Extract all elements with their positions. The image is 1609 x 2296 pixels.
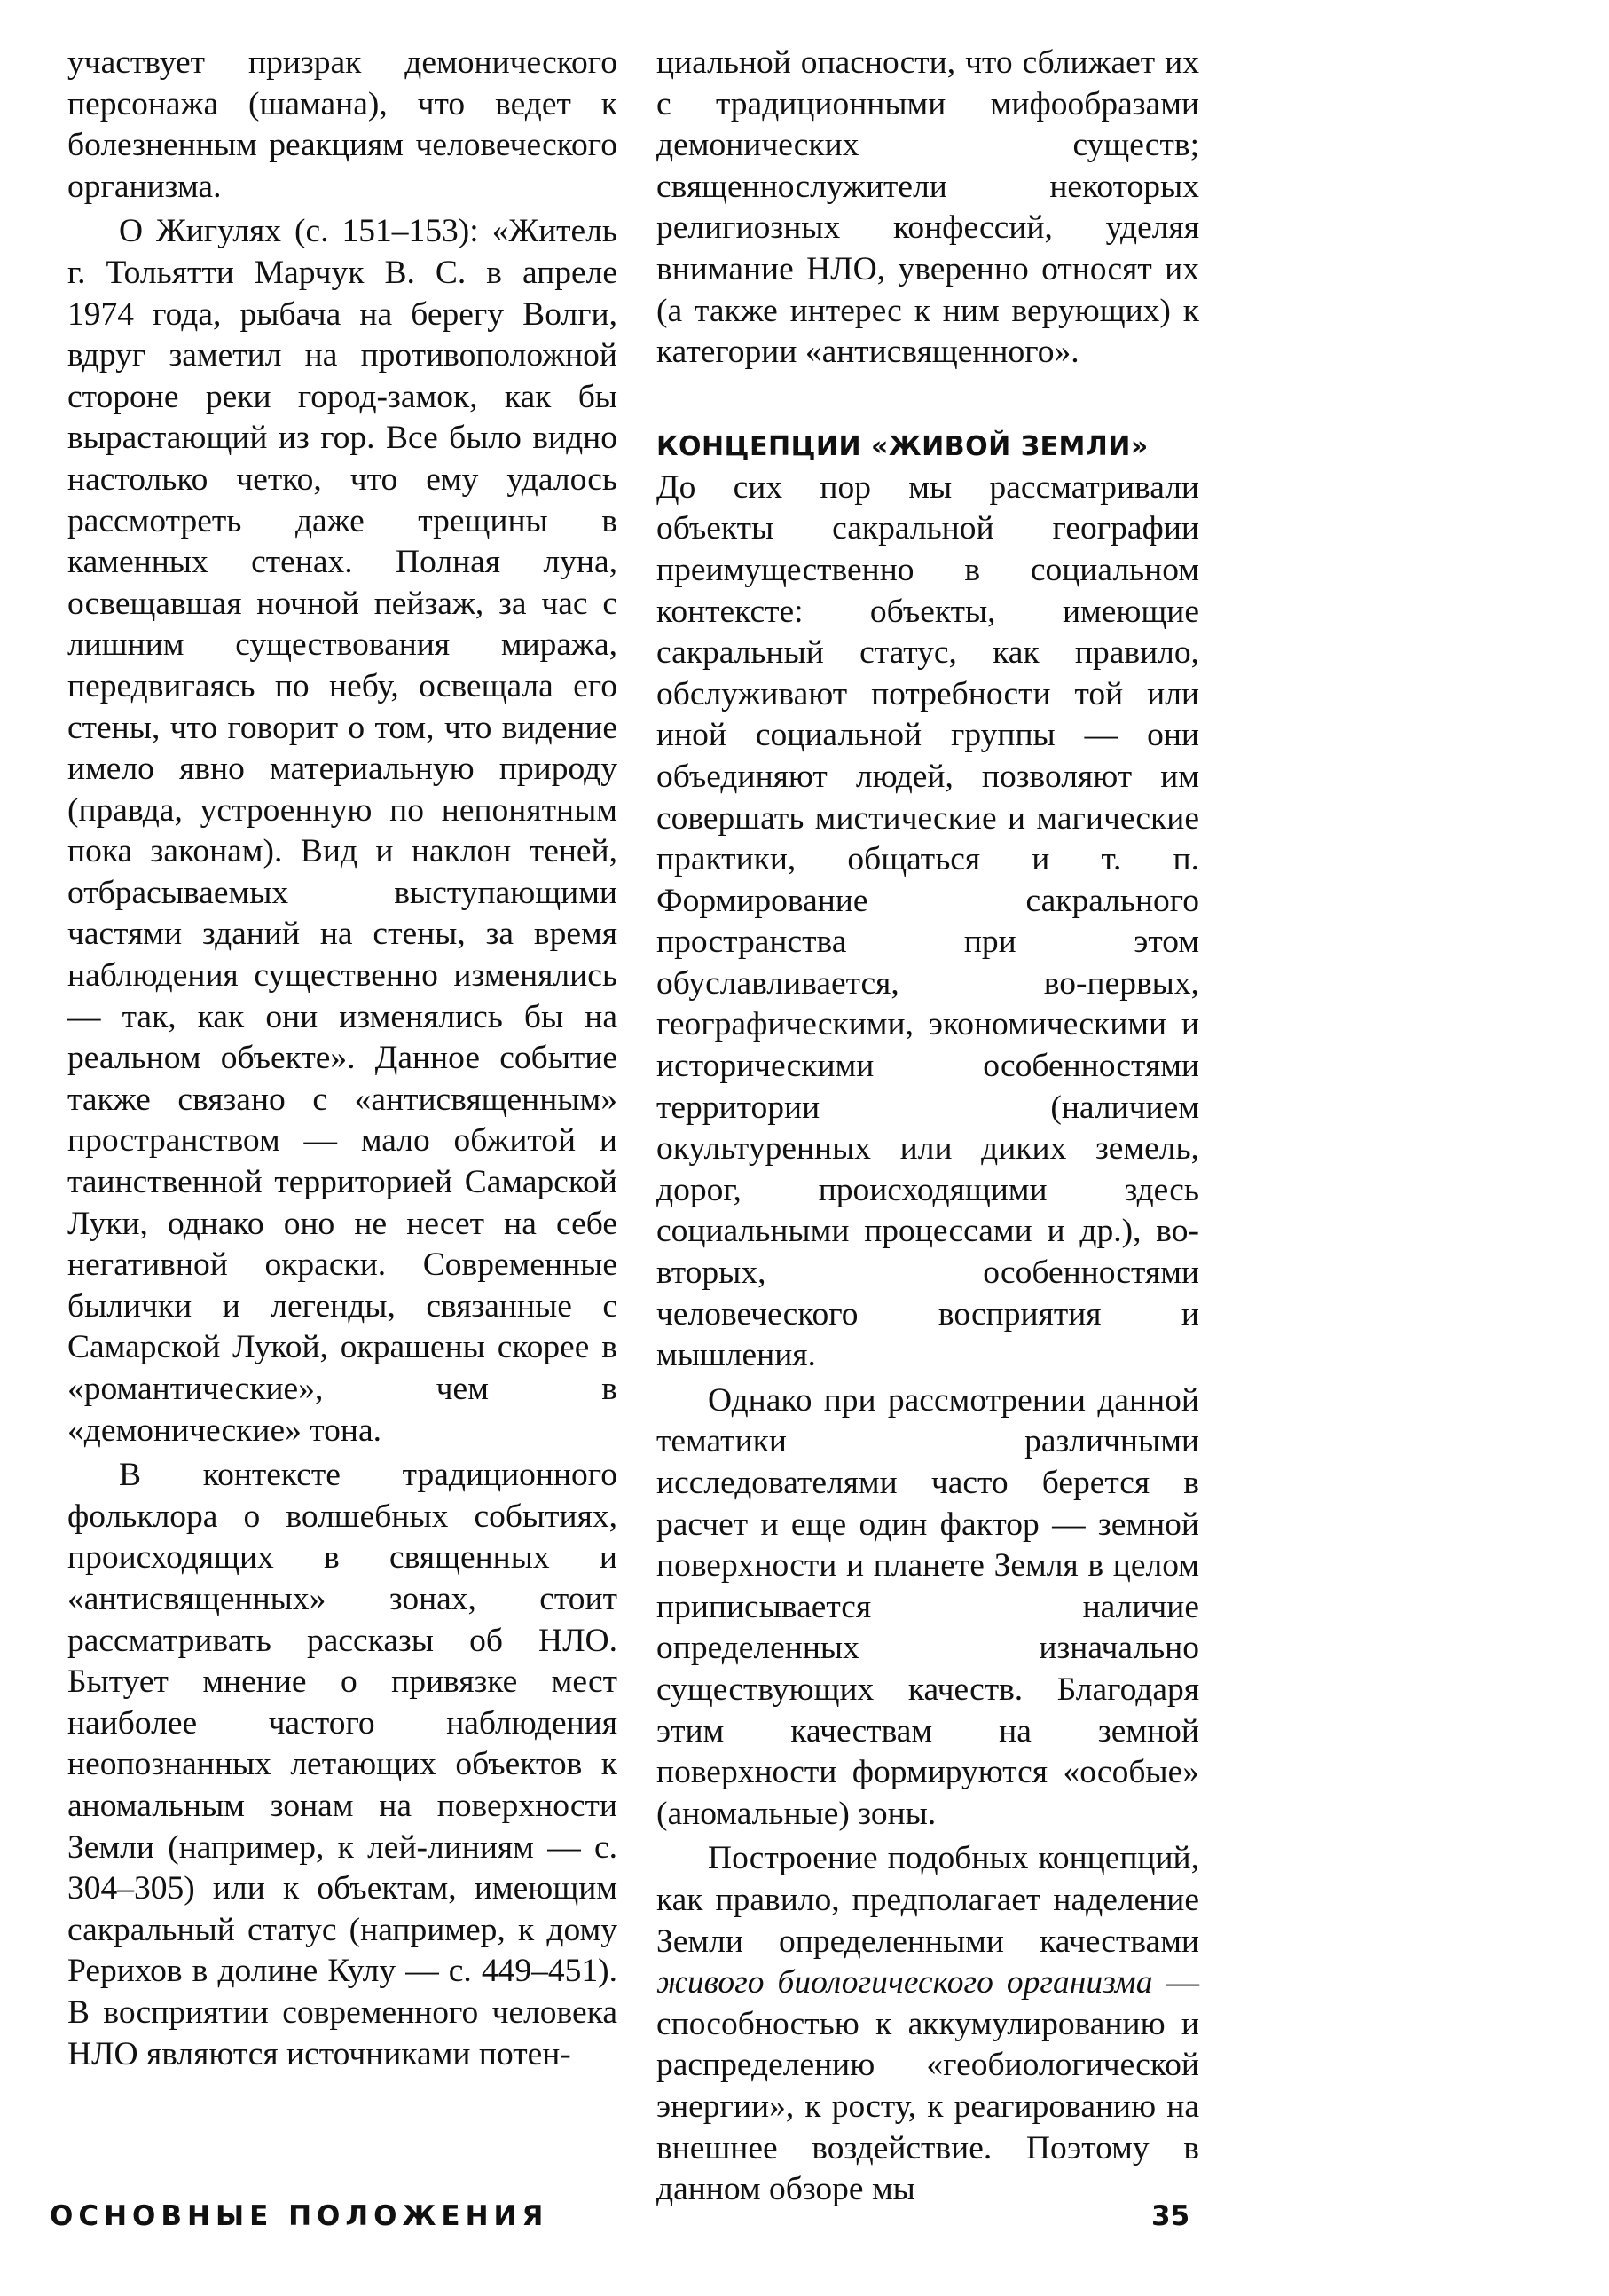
- page-number: 35: [1151, 2200, 1190, 2232]
- left-paragraph-2: О Жигулях (с. 151–153): «Житель г. Тольятти Марчук В. С. в апреле 1974 года, рыбача на берегу Волги, вдруг заметил на противоположной стороне реки город-замок, как бы вырастающий из гор. Все было видно настолько четко, что ему удалось рассмотреть даже трещины в каменных стенах. Полная луна, освещавшая ночной пейзаж, за час с лишним существования миража, передвигаясь по небу, освещала его стены, что говорит о том, что видение имело явно материальную природу (правда, устроенную по непонятным пока законам). Вид и наклон теней, отбрасываемых выступающими частями зданий на стены, за время наблюдения существенно изменялись — так, как они изменялись бы на реальном объекте». Данное событие также связано с «антисвященным» пространством — мало обжитой и таинственной территорией Самарской Луки, однако оно не несет на себе негативной окраски. Современные былички и легенды, связанные с Самарской Лукой, окрашены скорее в «романтические», чем в «демонические» тона.: [67, 213, 617, 1449]
- right-paragraph-1: циальной опасности, что сближает их с традиционными мифообразами демонических существ; священнослужители некоторых религиозных конфессий, уделяя внимание НЛО, уверенно относят их (а также интерес к ним верующих) к категории «антисвященного».: [656, 44, 1199, 371]
- right-paragraph-3: Однако при рассмотрении данной тематики различными исследователями часто берется в расчет и еще один фактор — земной поверхности и планете Земля в целом приписывается наличие определенных изначально существующих качеств. Благодаря этим качествам на земной поверхности формируются «особые» (аномальные) зоны.: [656, 1381, 1199, 1832]
- left-paragraph-3: В контексте традиционного фольклора о волшебных событиях, происходящих в священных и «антисвященных» зонах, стоит рассматривать рассказы об НЛО. Бытует мнение о привязке мест наиболее частого наблюдения неопознанных летающих объектов к аномальным зонам на поверхности Земли (например, к лей-линиям — с. 304–305) или к объектам, имеющим сакральный статус (например, к дому Рерихов в долине Кулу — с. 449–451). В восприятии современного человека НЛО являются источниками потен-: [67, 1457, 617, 2072]
- paragraph-4-start: Построение подобных концепций, как правило, предполагает наделение Земли определенными качествами: [656, 1840, 1199, 1960]
- left-column: [67, 43, 617, 2075]
- paragraph-4-italic: живого биологического организма: [656, 1964, 1153, 2001]
- running-footer-title: ОСНОВНЫЕ ПОЛОЖЕНИЯ: [50, 2200, 549, 2232]
- right-paragraph-4: [656, 1838, 1199, 2210]
- section-heading: КОНЦЕПЦИИ «ЖИВОЙ ЗЕМЛИ»: [656, 430, 1149, 462]
- right-paragraph-2: До сих пор мы рассматривали объекты сакральной географии преимущественно в социальном контексте: объекты, имеющие сакральный статус, как правило, обслуживают потребности той или иной социальной группы — они объединяют людей, позволяют им совершать мистические и магические практики, общаться и т. п. Формирование сакрального пространства при этом обуславливается, во-первых, географическими, экономическими и историческими особенностями территории (наличием окультуренных или диких земель, дорог, происходящими здесь социальными процессами и др.), во-вторых, особенностями человеческого восприятия и мышления.: [656, 468, 1199, 1374]
- right-column: [656, 43, 1199, 2211]
- left-paragraph-1: участвует призрак демонического персонажа (шамана), что ведет к болезненным реакциям человеческого организма.: [67, 44, 617, 205]
- paragraph-4-end: — способностью к аккумулированию и распределению «геобиологической энергии», к росту, к реагированию на внешнее воздействие. Поэтому в данном обзоре мы: [656, 1964, 1199, 2208]
